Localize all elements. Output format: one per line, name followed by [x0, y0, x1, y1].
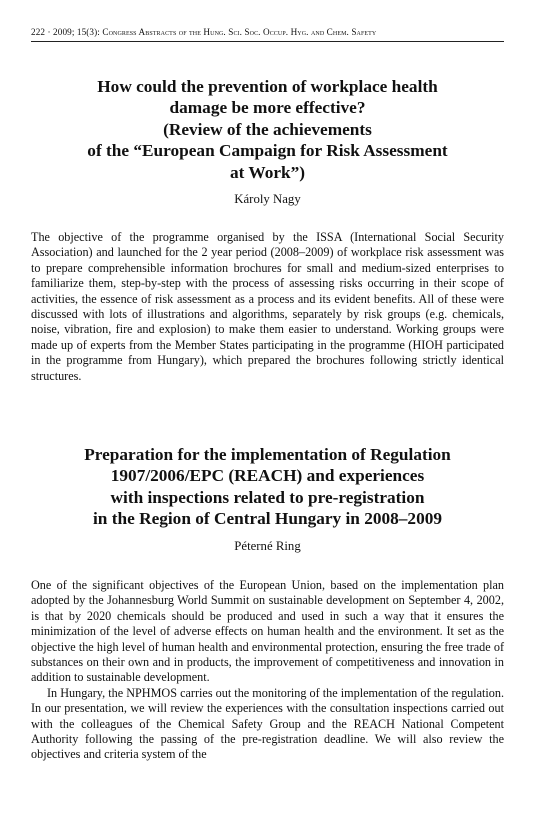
title-line: of the “European Campaign for Risk Assessment [87, 141, 448, 161]
abstract-2-title [31, 444, 504, 530]
abstract-1-body [31, 230, 504, 384]
title-line: Preparation for the implementation of Regulation [84, 445, 451, 464]
abstract-1-title [31, 76, 504, 183]
abstract-1-author: Károly Nagy [234, 192, 301, 206]
header-rule [31, 41, 504, 42]
title-line: (Review of the achievements [163, 119, 372, 139]
abstract-paragraph: One of the significant objectives of the European Union, based on the implementation plan adopted by the Johannesburg World Summit on sustainable development on September 4, 2002, is that by 2020 chemicals should be produced and used in such a way that it ensures the minimization of the level of adverse effects on human health and the environment. It set as the objective the high level of human health and environmental protection, ensuring the free trade of substances on their own and in products, the improvement of competitiveness and innovation in addition to sustainable development. [31, 578, 504, 685]
running-head [31, 27, 504, 37]
title-line: How could the prevention of workplace health [97, 77, 438, 96]
title-line: at Work”) [229, 162, 306, 182]
abstract-paragraph: The objective of the programme organised by the ISSA (International Social Security Association) and launched for the 2 year period (2008–2009) of workplace risk assessment was to prepare comprehensible information brochures for small and medium-sized enterprises to familiarize them, step-by-step with the process of assessing risks occurring in their scope of activities, the essence of risk assessment as a process and its evident benefits. All of these were discussed with lots of illustrations and algorithms, separately by risk groups (e.g. chemicals, noise, vibration, fire and explosion) to make them easier to understand. Working groups were made up of experts from the Member States participating in the programme (HIOH participated in the programme from Hungary), which prepared the brochures following strictly identical structures. [31, 230, 504, 383]
title-line: in the Region of Central Hungary in 2008–2009 [93, 509, 442, 529]
title-line: 1907/2006/EPC (REACH) and experiences [110, 466, 425, 486]
abstract-2-author: Péterné Ring [234, 539, 301, 553]
title-line: damage be more effective? [169, 98, 366, 118]
journal-title: Congress Abstracts of the Hung. Sci. Soc. Occup. Hyg. and Chem. Safety [102, 27, 377, 37]
abstract-2-body [31, 578, 504, 763]
title-line: with inspections related to pre-registration [110, 487, 425, 507]
abstract-paragraph: In Hungary, the NPHMOS carries out the monitoring of the implementation of the regulation. In our presentation, we will review the experiences with the consultation inspections carried out with the colleagues of the Chemical Safety Group and the REACH National Competent Authority following the passing of the pre-registration deadline. We will also review the objectives and criteria system of the [31, 685, 504, 762]
journal-citation: · 2009; 15(3): [47, 27, 103, 37]
page-number: 222 [31, 27, 46, 37]
